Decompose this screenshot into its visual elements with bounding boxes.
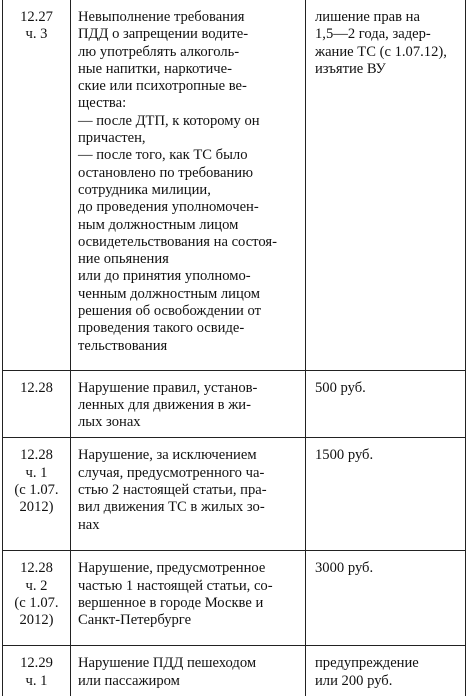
description-line: стью 2 настоящей статьи, пра-	[78, 481, 267, 498]
table-row	[3, 646, 466, 696]
penalty-cell	[306, 438, 466, 551]
description-line: щества:	[78, 95, 127, 112]
description-line: освидетельствования на состоя-	[78, 233, 277, 250]
article-line: 12.27	[20, 9, 53, 25]
article-line: ч. 1	[25, 464, 48, 481]
description-line: вил движения ТС в жилых зо-	[78, 499, 265, 516]
penalty-cell	[306, 646, 466, 696]
description-line: Нарушение ПДД пешеходом	[78, 655, 257, 672]
penalty-line: жание ТС (с 1.07.12),	[315, 43, 447, 60]
article-cell	[3, 370, 71, 438]
penalty-line: 1500 руб.	[315, 447, 374, 464]
article-line: ч. 2	[25, 577, 48, 594]
description-line: Нарушение, за исключением	[78, 447, 257, 464]
description-cell	[71, 0, 306, 370]
description-line: проведения такого освиде-	[78, 320, 245, 337]
penalty-cell	[306, 0, 466, 370]
article-line: (с 1.07.	[14, 481, 59, 498]
description-line: нах	[78, 516, 100, 533]
description-line: до проведения уполномочен-	[78, 199, 259, 216]
description-line: Нарушение правил, установ-	[78, 379, 258, 396]
article-line: 12.28	[20, 447, 53, 464]
article-line: 2012)	[19, 612, 54, 629]
description-line: причастен,	[78, 130, 146, 147]
table-row	[3, 0, 466, 370]
description-line: случая, предусмотренного ча-	[78, 464, 265, 481]
penalty-cell	[306, 370, 466, 438]
description-line: — после того, как ТС было	[78, 147, 248, 164]
description-line: сотрудника милиции,	[78, 181, 211, 198]
penalty-line: или 200 руб.	[315, 672, 393, 689]
description-line: лых зонах	[78, 414, 141, 431]
article-line: ч. 1	[25, 672, 48, 689]
description-line: решения об освобождении от	[78, 303, 261, 320]
penalty-line: лишение прав на	[315, 9, 420, 25]
description-line: тельствования	[78, 337, 168, 354]
description-line: ным должностным лицом	[78, 216, 239, 233]
penalty-line: 1,5—2 года, задер-	[315, 26, 431, 43]
description-line: ные напитки, наркотиче-	[78, 60, 232, 77]
description-line: лю употреблять алкоголь-	[78, 43, 240, 60]
penalty-line: изъятие ВУ	[315, 60, 386, 77]
article-line: 12.28	[20, 560, 53, 577]
description-line: вершенное в городе Москве и	[78, 594, 264, 611]
description-line: остановлено по требованию	[78, 164, 253, 181]
description-line: ПДД о запрещении водите-	[78, 26, 249, 43]
description-line: частью 1 настоящей статьи, со-	[78, 577, 273, 594]
description-line: ленных для движения в жи-	[78, 396, 251, 413]
article-line: 12.29	[20, 655, 53, 672]
description-cell	[71, 551, 306, 646]
description-line: ченным должностным лицом	[78, 285, 261, 302]
description-cell	[71, 646, 306, 696]
article-line: (с 1.07.	[14, 594, 59, 611]
penalty-line: 3000 руб.	[315, 560, 374, 577]
table-row	[3, 551, 466, 646]
description-line: ние опьянения	[78, 251, 169, 268]
description-line: Нарушение, предусмотренное	[78, 560, 266, 577]
penalty-line: предупреждение	[315, 655, 419, 672]
article-cell	[3, 438, 71, 551]
description-line: Невыполнение требования	[78, 9, 245, 25]
penalty-cell	[306, 551, 466, 646]
article-line: 2012)	[19, 499, 54, 516]
fines-table	[2, 0, 466, 696]
table-row	[3, 438, 466, 551]
description-line: — после ДТП, к которому он	[78, 112, 260, 129]
table-row	[3, 370, 466, 438]
description-cell	[71, 370, 306, 438]
description-line: Санкт-Петербурге	[78, 612, 192, 629]
description-line: или пассажиром	[78, 672, 180, 689]
penalty-line: 500 руб.	[315, 379, 366, 396]
description-line: ские или психотропные ве-	[78, 78, 247, 95]
article-cell	[3, 0, 71, 370]
article-line: ч. 3	[25, 26, 48, 43]
article-line: 12.28	[20, 379, 53, 396]
description-line: или до принятия уполномо-	[78, 268, 251, 285]
description-cell	[71, 438, 306, 551]
article-cell	[3, 551, 71, 646]
article-cell	[3, 646, 71, 696]
